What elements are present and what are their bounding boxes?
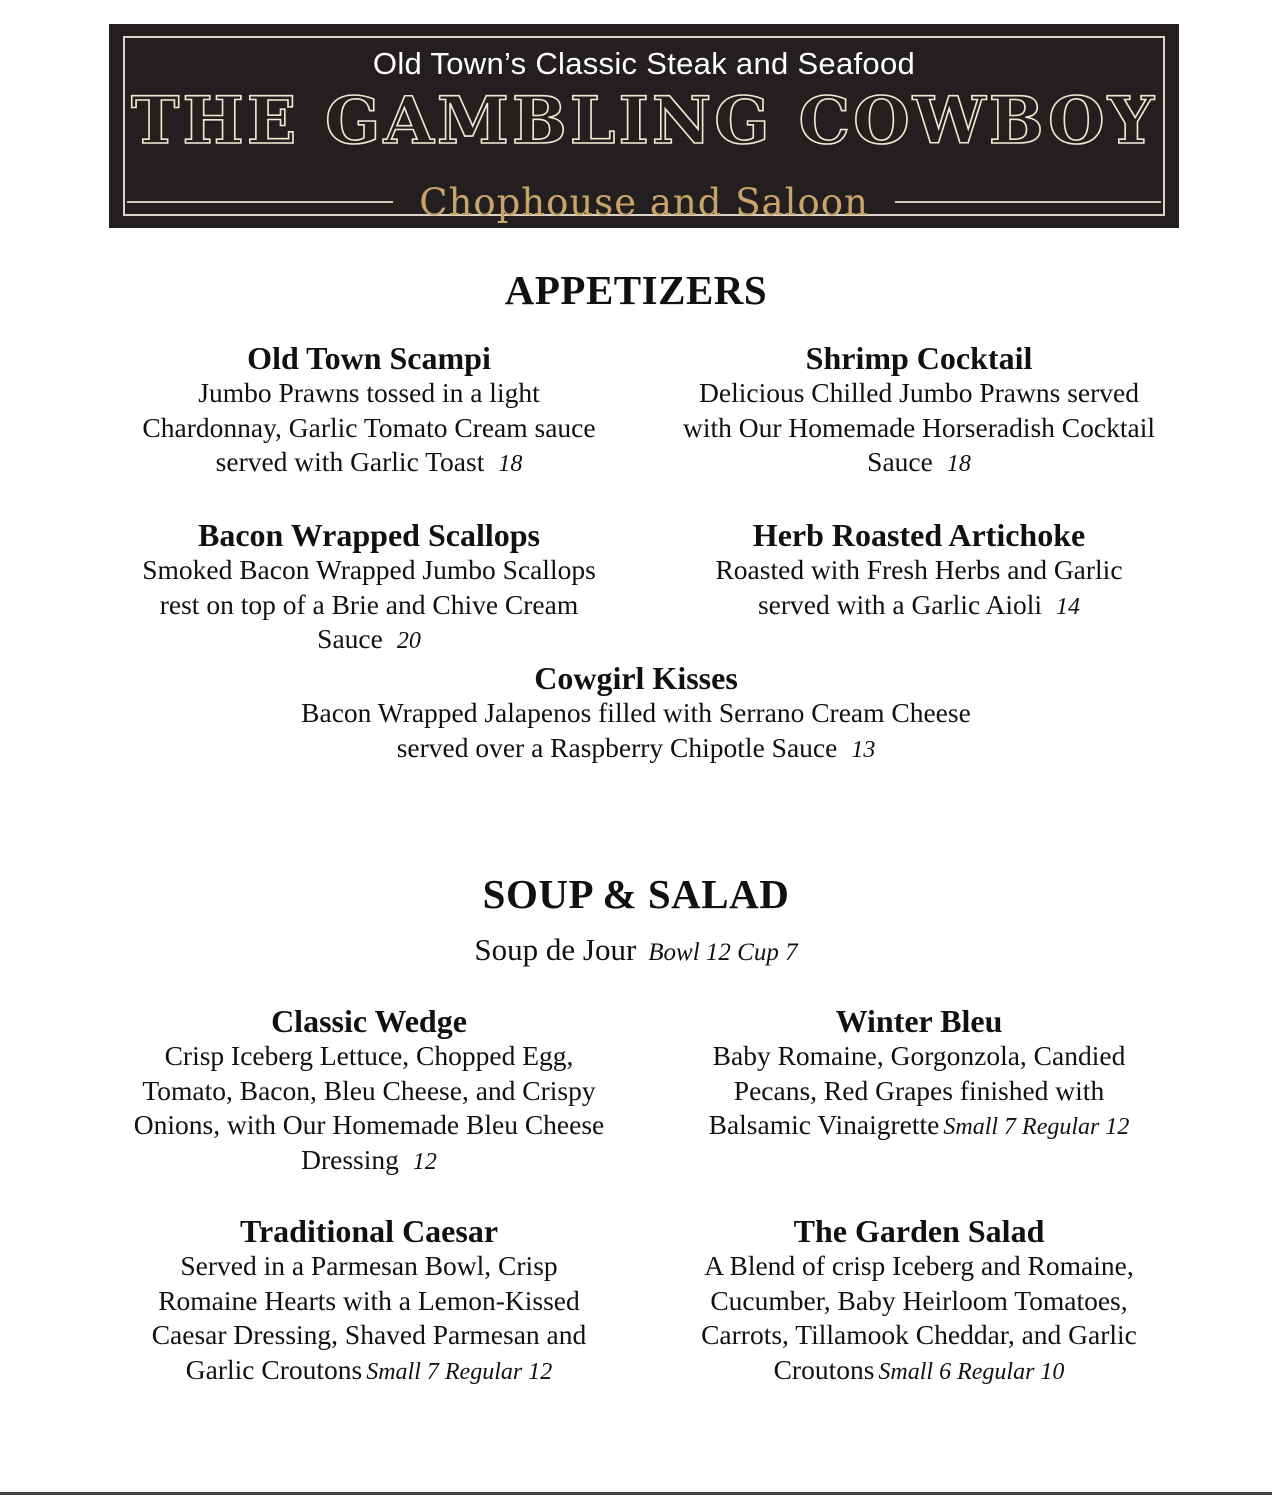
description-line: Sauce [317, 623, 383, 654]
item-name: Bacon Wrapped Scallops [197, 517, 540, 553]
menu-item [106, 1213, 632, 1389]
item-description [106, 1039, 632, 1179]
description-line: Garlic Croutons [185, 1353, 363, 1385]
description-line: served over a Raspberry Chipotle Sauce [396, 731, 838, 763]
description-line: Tomato, Bacon, Bleu Cheese, and Crispy [142, 1074, 596, 1106]
description-line: Chardonnay, Garlic Tomato Cream sauce [142, 411, 596, 443]
item-name: The Garden Salad [793, 1213, 1045, 1249]
item-name: Soup de Jour [474, 932, 637, 967]
description-line: Onions, with Our Homemade Bleu Cheese [133, 1109, 605, 1140]
item-name: Old Town Scampi [247, 340, 491, 376]
menu-item [106, 1003, 632, 1179]
item-price: 18 [946, 451, 971, 477]
description-line: Cucumber, Baby Heirloom Tomatoes, [710, 1284, 1128, 1316]
restaurant-subtitle: Chophouse and Saloon [419, 180, 869, 224]
description-line: A Blend of crisp Iceberg and Romaine, [704, 1250, 1134, 1281]
item-price: Bowl 12 Cup 7 [648, 939, 798, 966]
item-description [112, 553, 626, 659]
section-title-soup-salad: SOUP & SALAD [482, 871, 790, 917]
item-description [112, 376, 626, 482]
item-name: Winter Bleu [835, 1003, 1003, 1039]
item-name: Classic Wedge [271, 1003, 467, 1039]
item-price: 18 [498, 451, 523, 477]
subtitle-row [127, 177, 1161, 227]
section-title-appetizers: APPETIZERS [504, 267, 768, 313]
menu-item [186, 660, 1086, 767]
description-line: Balsamic Vinaigrette [708, 1109, 940, 1140]
restaurant-name: THE GAMBLING COWBOY [131, 83, 1157, 159]
item-name: Shrimp Cocktail [805, 340, 1033, 376]
item-price: 12 [412, 1148, 437, 1175]
description-line: Delicious Chilled Jumbo Prawns served [699, 377, 1139, 408]
item-description [656, 1249, 1182, 1389]
item-price: Small 7 Regular 12 [943, 1114, 1130, 1140]
description-line: Caesar Dressing, Shaved Parmesan and [151, 1319, 587, 1350]
item-description [106, 1249, 632, 1389]
description-line: served with a Garlic Aioli [757, 588, 1043, 620]
description-line: Croutons [773, 1353, 875, 1385]
menu-item [656, 340, 1182, 482]
description-line: Pecans, Red Grapes finished with [733, 1074, 1105, 1106]
item-price: 14 [1056, 593, 1081, 620]
soup-de-jour [0, 932, 1272, 968]
item-description [656, 1039, 1182, 1145]
subtitle-rule-right [895, 201, 1161, 203]
description-line: Romaine Hearts with a Lemon-Kissed [158, 1284, 580, 1316]
description-line: with Our Homemade Horseradish Cocktail [683, 411, 1155, 443]
description-line: Dressing [301, 1143, 399, 1175]
description-line: Jumbo Prawns tossed in a light [198, 377, 540, 408]
item-name: Traditional Caesar [239, 1213, 499, 1249]
item-description [186, 696, 1086, 767]
item-price: 20 [396, 628, 421, 654]
description-line: Bacon Wrapped Jalapenos filled with Serrano Cream Cheese [301, 697, 971, 728]
menu-item [656, 1213, 1182, 1389]
item-name: Cowgirl Kisses [534, 660, 738, 696]
description-line: Sauce [867, 446, 933, 477]
description-line: Crisp Iceberg Lettuce, Chopped Egg, [164, 1040, 574, 1071]
description-line: Served in a Parmesan Bowl, Crisp [180, 1250, 558, 1281]
description-line: Smoked Bacon Wrapped Jumbo Scallops [142, 554, 596, 585]
menu-item [656, 1003, 1182, 1145]
menu-item [112, 340, 626, 482]
description-line: Roasted with Fresh Herbs and Garlic [715, 554, 1123, 585]
item-description [656, 376, 1182, 482]
item-price: Small 7 Regular 12 [366, 1358, 553, 1385]
item-name: Herb Roasted Artichoke [752, 517, 1086, 553]
tagline: Old Town’s Classic Steak and Seafood [372, 46, 916, 81]
subtitle-rule-left [127, 201, 393, 203]
description-line: Carrots, Tillamook Cheddar, and Garlic [701, 1319, 1137, 1350]
description-line: served with Garlic Toast [215, 446, 485, 477]
item-price: 13 [851, 736, 876, 763]
description-line: rest on top of a Brie and Chive Cream [159, 588, 579, 620]
menu-item [656, 517, 1182, 624]
item-description [656, 553, 1182, 624]
description-line: Baby Romaine, Gorgonzola, Candied [712, 1040, 1126, 1071]
header-banner [109, 24, 1179, 228]
item-price: Small 6 Regular 10 [878, 1358, 1065, 1385]
menu-item [112, 517, 626, 659]
